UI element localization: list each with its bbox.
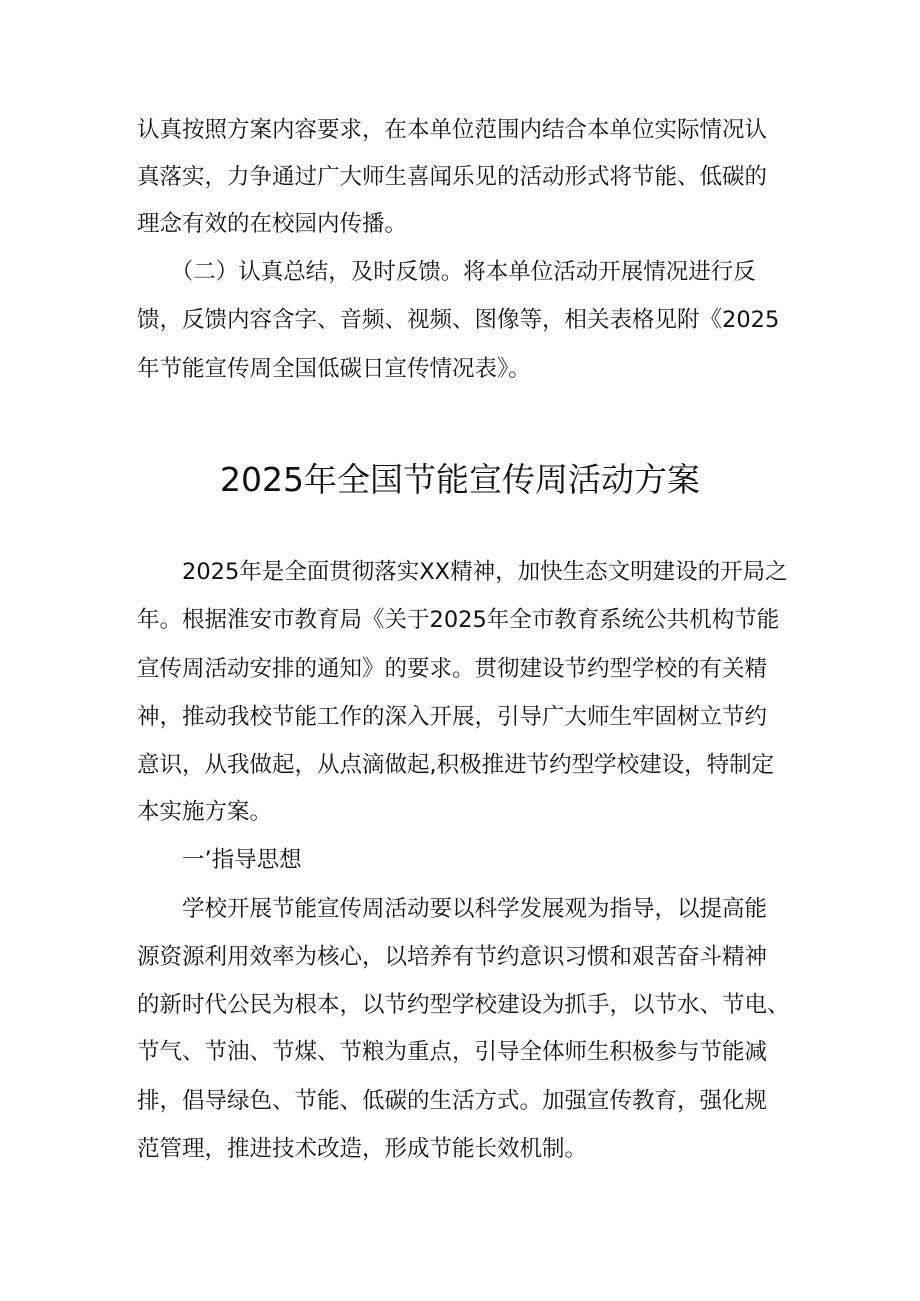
- paragraph-line: 意识，从我做起，从点滴做起,积极推进节约型学校建设，特制定: [137, 752, 775, 778]
- paragraph-line: 宣传周活动安排的通知》的要求。贯彻建设节约型学校的有关精: [137, 656, 768, 682]
- section-heading: 一’指导思想: [137, 847, 302, 873]
- paragraph-line: 学校开展节能宣传周活动要以科学发展观为指导，以提高能: [137, 896, 768, 922]
- paragraph-line: 年节能宣传周全国低碳日宣传情况表》。: [137, 356, 531, 382]
- paragraph-line: 的新时代公民为根本，以节约型学校建设为抓手，以节水、节电、: [137, 992, 790, 1018]
- paragraph-line: 本实施方案。: [137, 799, 273, 825]
- document-title: 2025年全国节能宣传周活动方案: [220, 460, 700, 499]
- paragraph-line: 真落实，力争通过广大师生喜闻乐见的活动形式将节能、低碳的: [137, 164, 768, 190]
- paragraph-line: 神，推动我校节能工作的深入开展，引导广大师生牢固树立节约: [137, 704, 768, 730]
- paragraph-line: 认真按照方案内容要求，在本单位范围内结合本单位实际情况认: [137, 117, 768, 143]
- paragraph-line: 馈，反馈内容含字、音频、视频、图像等，相关表格见附《2025: [137, 307, 780, 333]
- paragraph-line: 源资源利用效率为核心，以培养有节约意识习惯和艰苦奋斗精神: [137, 944, 768, 970]
- paragraph-line: 范管理，推进技术改造，形成节能长效机制。: [137, 1136, 588, 1162]
- paragraph-line: 理念有效的在校园内传播。: [137, 211, 408, 237]
- paragraph-line: （二）认真总结，及时反馈。将本单位活动开展情况进行反: [137, 259, 756, 285]
- paragraph-line: 排，倡导绿色、节能、低碳的生活方式。加强宣传教育，强化规: [137, 1088, 768, 1114]
- paragraph-line: 节气、节油、节煤、节粮为重点，引导全体师生积极参与节能减: [137, 1039, 768, 1065]
- paragraph-line: 2025年是全面贯彻落实XX精神，加快生态文明建设的开局之: [137, 559, 788, 585]
- paragraph-line: 年。根据淮安市教育局《关于2025年全市教育系统公共机构节能: [137, 607, 780, 633]
